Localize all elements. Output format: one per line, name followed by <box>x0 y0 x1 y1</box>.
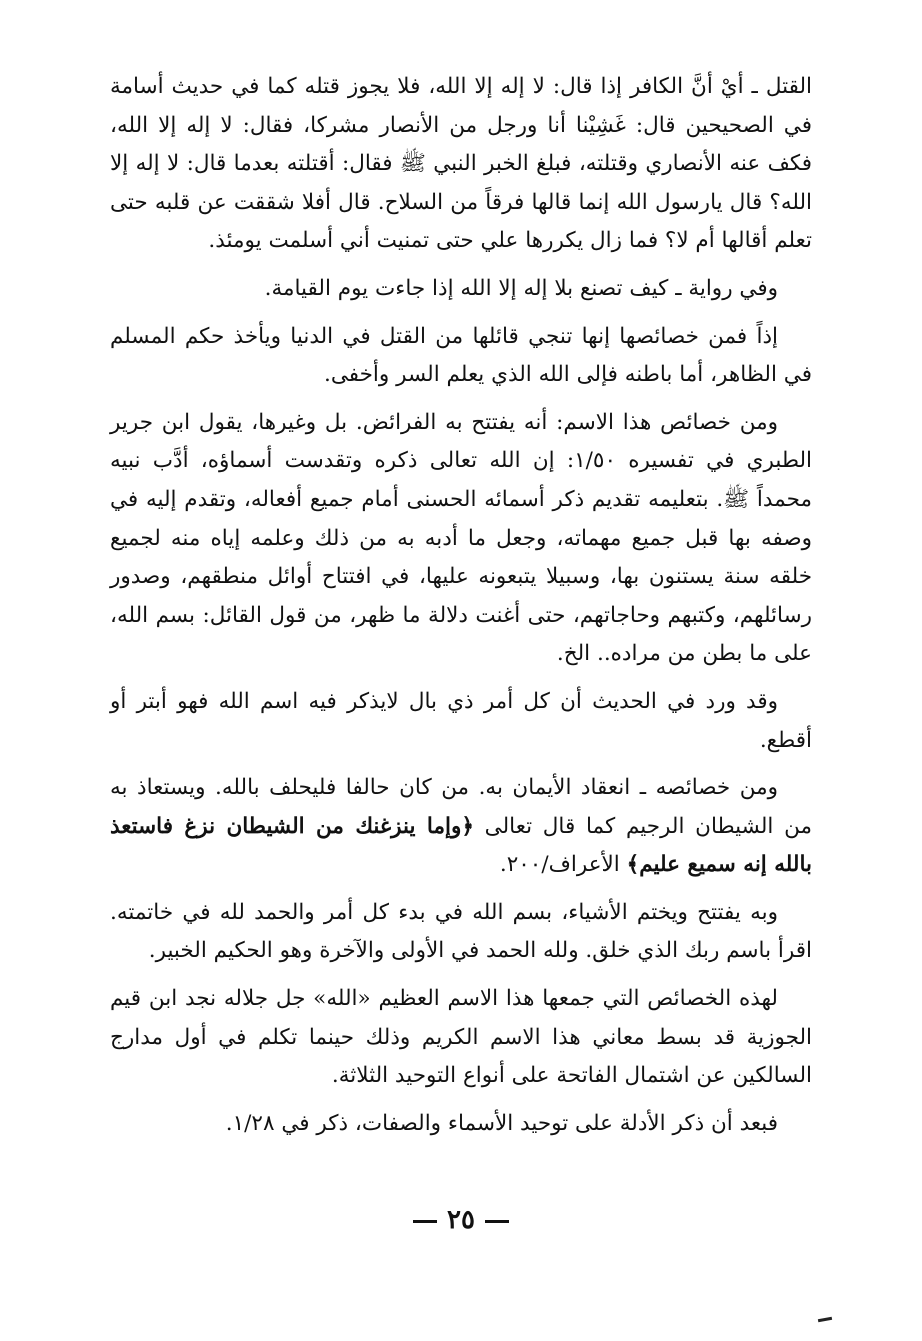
page-number-value: ٢٥ <box>447 1205 475 1235</box>
page-number-dash-left <box>413 1220 437 1223</box>
paragraph-1: القتل ـ أيْ أنَّ الكافر إذا قال: لا إله إلا الله، فلا يجوز قتله كما في حديث أسامة في الصحيحين قال: غَشِيْنا أنا ورجل من الأنصار مشركا، فقال: لا إله إلا الله، فكف عنه الأنصاري وقتلته، فبلغ الخبر النبي ﷺ فقال: أقتلته بعدما قال: لا إله إلا الله؟ قال يارسول الله إنما قالها فرقاً من السلاح. قال أفلا شققت عن قلبه حتى تعلم أقالها أم لا؟ فما زال يكررها علي حتى تمنيت أني أسلمت يومئذ. <box>110 74 812 254</box>
page-number <box>0 1205 922 1235</box>
scan-mark <box>818 1317 832 1322</box>
page-number-dash-right <box>485 1220 509 1223</box>
paragraph-6 <box>110 769 812 885</box>
paragraph-4: ومن خصائص هذا الاسم: أنه يفتتح به الفرائض. بل وغيرها، يقول ابن جرير الطبري في تفسيره ١/٥٠: إن الله تعالى ذكره وتقدست أسماؤه، أدَّب نبيه محمداً ﷺ. بتعليمه تقديم ذكر أسمائه الحسنى أمام جميع أفعاله، وتقدم إليه في وصفه بها قبل جميع مهماته، وجعل ما أدبه به من ذلك وعلمه إياه منه لجميع خلقه سنة يستنون بها، وسبيلا يتبعونه عليها، في افتتاح أوائل منطقهم، وصدور رسائلهم، وكتبهم وحاجاتهم، حتى أغنت دلالة ما ظهر، من قول القائل: بسم الله، على ما بطن من مراده.. الخ. <box>110 409 812 667</box>
paragraph-2: وفي رواية ـ كيف تصنع بلا إله إلا الله إذا جاءت يوم القيامة. <box>264 275 778 301</box>
paragraph-8: لهذه الخصائص التي جمعها هذا الاسم العظيم «الله» جل جلاله نجد ابن قيم الجوزية قد بسط معاني هذا الاسم الكريم وذلك حينما تكلم في أول مدارج السالكين عن اشتمال الفاتحة على أنواع التوحيد الثلاثة. <box>110 986 812 1089</box>
paragraph-7: وبه يفتتح ويختم الأشياء، بسم الله في بدء كل أمر والحمد لله في خاتمته. اقرأ باسم ربك الذي خلق. ولله الحمد في الأولى والآخرة وهو الحكيم الخبير. <box>110 899 812 964</box>
paragraph-3: إذاً فمن خصائصها إنها تنجي قائلها من القتل في الدنيا ويأخذ حكم المسلم في الظاهر، أما باطنه فإلى الله الذي يعلم السر وأخفى. <box>110 323 812 388</box>
body-text <box>110 68 812 1152</box>
paragraph-6-text-after: الأعراف/٢٠٠. <box>499 852 627 878</box>
paragraph-5: وقد ورد في الحديث أن كل أمر ذي بال لايذكر فيه اسم الله فهو أبتر أو أقطع. <box>110 688 812 753</box>
paragraph-9: فبعد أن ذكر الأدلة على توحيد الأسماء والصفات، ذكر في ١/٢٨. <box>225 1110 778 1136</box>
quran-verse: ﴿وإما ينزغنك من الشيطان نزغ فاستعذ بالله إنه سميع عليم﴾ <box>110 813 812 878</box>
paragraph-6-text-before: ومن خصائصه ـ انعقاد الأيمان به. من كان حالفا فليحلف بالله. ويستعاذ به من الشيطان الرجيم كما قال تعالى <box>110 775 812 839</box>
